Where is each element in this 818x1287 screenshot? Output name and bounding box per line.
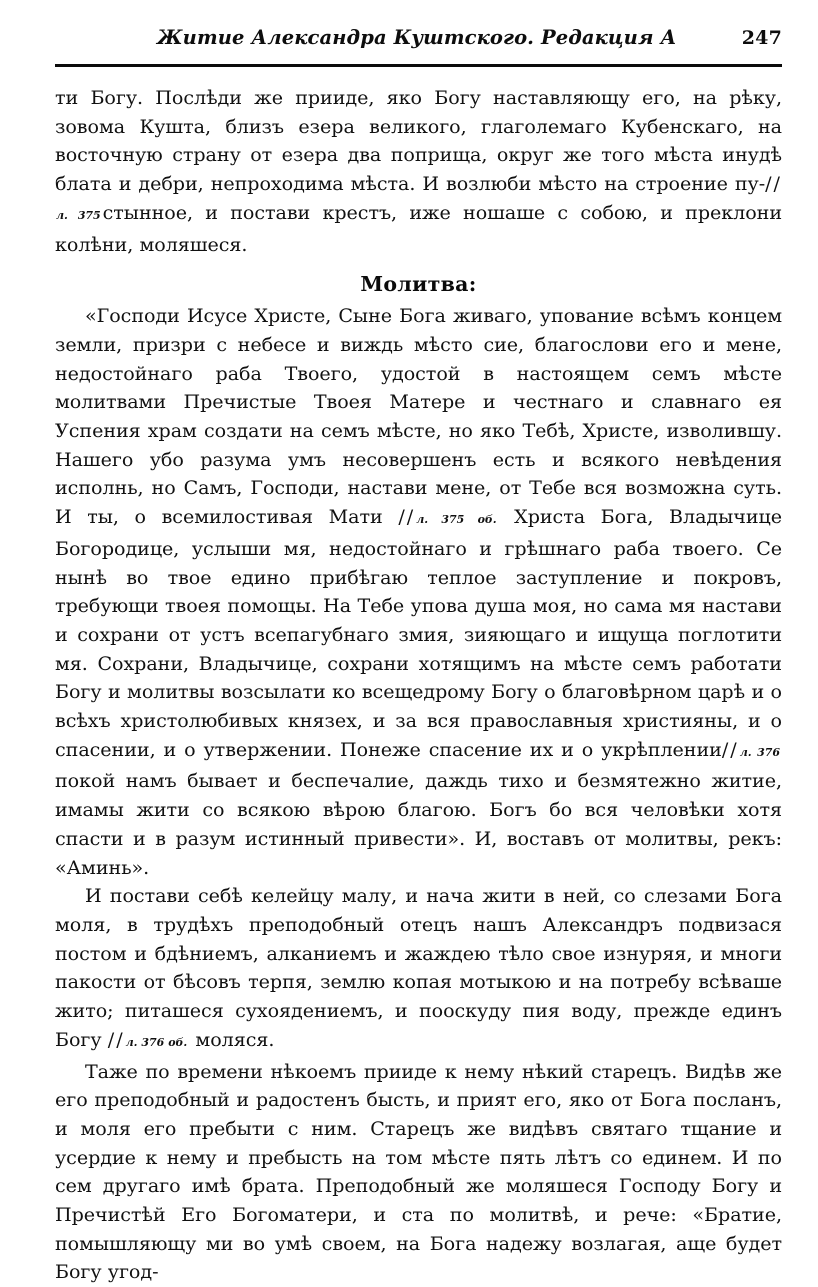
folio-marker: л. 375 об. [415, 513, 498, 526]
folio-break-slashes: // [108, 1028, 125, 1051]
folio-marker: л. 375 [55, 209, 103, 222]
running-head [55, 26, 782, 56]
header-rule [55, 64, 782, 67]
folio-break-slashes: // [722, 738, 739, 761]
paragraph-prayer: «Господи Исусе Христе, Сыне Бога живаго, упование всѣмъ концем земли, призри с небесе и виждь мѣсто сие, благослови его и мене, недостойнаго раба Твоего, удостой в настоящем семъ мѣсте молитвами Пречистые Твоея Матере и честнаго и славнаго ея Успения храм создати на семъ мѣсте, но яко Тебѣ, Христе, изволившу. Нашего убо разума умъ несовершенъ есть и всякого невѣдения исполнь, но Самъ, Господи, настави мене, от Тебе вся возможна суть. И ты, о всемилостивая Мати //л. 375 об. Христа Бога, Владычице Богородице, услыши мя, недостойнаго и грѣшнаго раба твоего. Се нынѣ во твое едино прибѣгаю теплое заступление и покровъ, требующи твоея помощы. На Тебе упова душа моя, но сама мя настави и сохрани от устъ всепагубнаго змия, зияющаго и ищуща поглотити мя. Сохрани, Владычице, сохрани хотящимъ на мѣсте семъ работати Богу и молитвы возсылати ко всещедрому Богу о благовѣрном царѣ и о всѣхъ христолюбивых князех, и за вся православныя християны, и о спасении, и о утвержении. Понеже спасение их и о укрѣплении//л. 376 покой намъ бывает и беспечалие, даждь тихо и безмятежно житие, имамы жити со всякою вѣрою благою. Богъ бо вся человѣки хотя спасти и в разум истинный привести». И, воставъ от молитвы, рекъ: «Аминь». [55, 302, 782, 882]
paragraph-continued: ти Богу. Послѣди же прииде, яко Богу наставляющу его, на рѣку, зовома Кушта, близъ езера великого, глаголемаго Кубенскаго, на восточную страну от езера два поприща, округ же того мѣста инудѣ блата и дебри, непроходима мѣста. И возлюби мѣсто на строение пу-//л. 375 стынное, и постави крестъ, иже ношаше с собою, и преклони колѣни, моляшеся. [55, 84, 782, 259]
folio-break-slashes: // [398, 505, 415, 528]
running-head-title: Житие Александра Куштского. Редакция А [157, 26, 676, 49]
folio-marker: л. 376 об. [125, 1036, 190, 1049]
paragraph-cell: И постави себѣ келейцу малу, и нача жити в ней, со слезами Бога моля, в трудѣхъ преподобный отецъ нашъ Александръ подвизася постом и бдѣниемъ, алканиемъ и жаждею тѣло свое изнуряя, и многи пакости от бѣсовъ терпя, землю копая мотыкою и на потребу всѣваше жито; питашеся сухоядениемъ, и пооскуду пия воду, прежде единъ Богу //л. 376 об. моляся. [55, 882, 782, 1057]
folio-break-slashes: // [765, 172, 782, 195]
page-number: 247 [742, 27, 782, 49]
section-heading: Молитва: [55, 272, 782, 296]
text-block [55, 84, 782, 1287]
paragraph-elder: Таже по времени нѣкоемъ прииде к нему нѣкий старецъ. Видѣв же его преподобный и радостенъ бысть, и прият его, яко от Бога посланъ, и моля его пребыти с ним. Старецъ же видѣвъ святаго тщание и усердие к нему и пребысть на том мѣсте пять лѣтъ со единем. И по сем другаго имѣ брата. Преподобный же моляшеся Господу Богу и Пречистѣй Его Богоматери, и ста по молитвѣ, и рече: «Братие, помышляющу ми во умѣ своем, на Бога надежу возлагая, аще будет Богу угод- [55, 1058, 782, 1287]
folio-marker: л. 376 [739, 746, 782, 759]
